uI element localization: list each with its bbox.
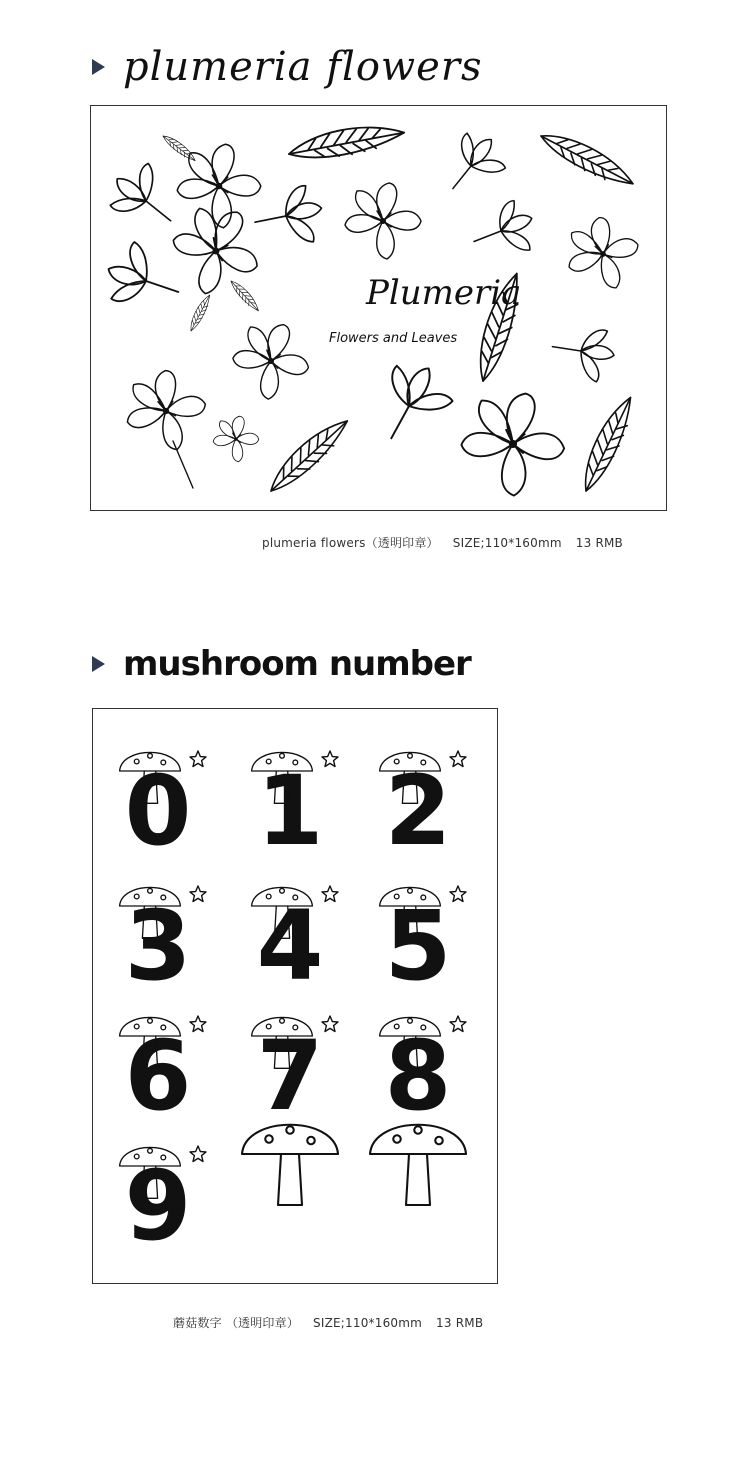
- digit-glyph: 4: [256, 890, 324, 1002]
- digit-glyph: 1: [256, 755, 324, 867]
- star-icon: [190, 1146, 206, 1162]
- mushroom-digit-4: [252, 886, 338, 1002]
- mushroom-digit-9: [120, 1146, 206, 1262]
- caption-price: 13 RMB: [575, 536, 623, 550]
- digit-glyph: 9: [124, 1150, 192, 1262]
- mushroom-digit-7: [252, 1016, 338, 1132]
- plumeria-caption: [262, 534, 623, 551]
- section-title: plumeria flowers: [123, 44, 483, 90]
- star-icon: [322, 751, 338, 767]
- section-header-plumeria: [92, 44, 482, 90]
- digit-glyph: 3: [124, 890, 192, 1002]
- star-icon: [190, 751, 206, 767]
- star-icon: [322, 886, 338, 902]
- play-triangle-icon: [92, 656, 105, 672]
- mushroom-digit-2: [380, 751, 466, 867]
- digit-glyph: 0: [124, 755, 192, 867]
- mushroom-number-stamp-sheet: [92, 708, 498, 1284]
- mushroom-digit-1: [252, 751, 338, 867]
- mushroom-icon: [370, 1125, 466, 1205]
- digit-glyph: 2: [384, 755, 452, 867]
- caption-size: SIZE;110*160mm: [313, 1316, 423, 1330]
- caption-size: SIZE;110*160mm: [452, 536, 562, 550]
- star-icon: [322, 1016, 338, 1032]
- plumeria-stamp-sheet: [90, 105, 667, 511]
- star-icon: [450, 1016, 466, 1032]
- caption-name: plumeria flowers（透明印章）: [262, 536, 439, 550]
- mushroom-icon: [242, 1125, 338, 1205]
- digit-glyph: 7: [256, 1020, 324, 1132]
- digit-glyph: 6: [124, 1020, 192, 1132]
- section-header-mushroom: [92, 644, 471, 684]
- mushroom-caption: [173, 1314, 483, 1331]
- plumeria-illustration: [91, 106, 666, 510]
- section-title: mushroom number: [123, 644, 471, 684]
- play-triangle-icon: [92, 59, 105, 75]
- star-icon: [190, 1016, 206, 1032]
- caption-price: 13 RMB: [436, 1316, 484, 1330]
- digit-glyph: 8: [384, 1020, 452, 1132]
- digit-glyph: 5: [384, 890, 452, 1002]
- mushroom-digit-5: [380, 886, 466, 1002]
- star-icon: [450, 886, 466, 902]
- mushroom-digit-0: [120, 751, 206, 867]
- stamp-title: Plumeria: [366, 273, 522, 313]
- mushroom-digit-6: [120, 1016, 206, 1132]
- mushroom-digit-8: [380, 1016, 466, 1132]
- mushroom-digit-3: [120, 886, 206, 1002]
- stamp-subtitle: Flowers and Leaves: [329, 331, 458, 346]
- star-icon: [450, 751, 466, 767]
- caption-name: 蘑菇数字 （透明印章）: [173, 1316, 300, 1330]
- mushroom-number-illustration: [93, 709, 497, 1283]
- star-icon: [190, 886, 206, 902]
